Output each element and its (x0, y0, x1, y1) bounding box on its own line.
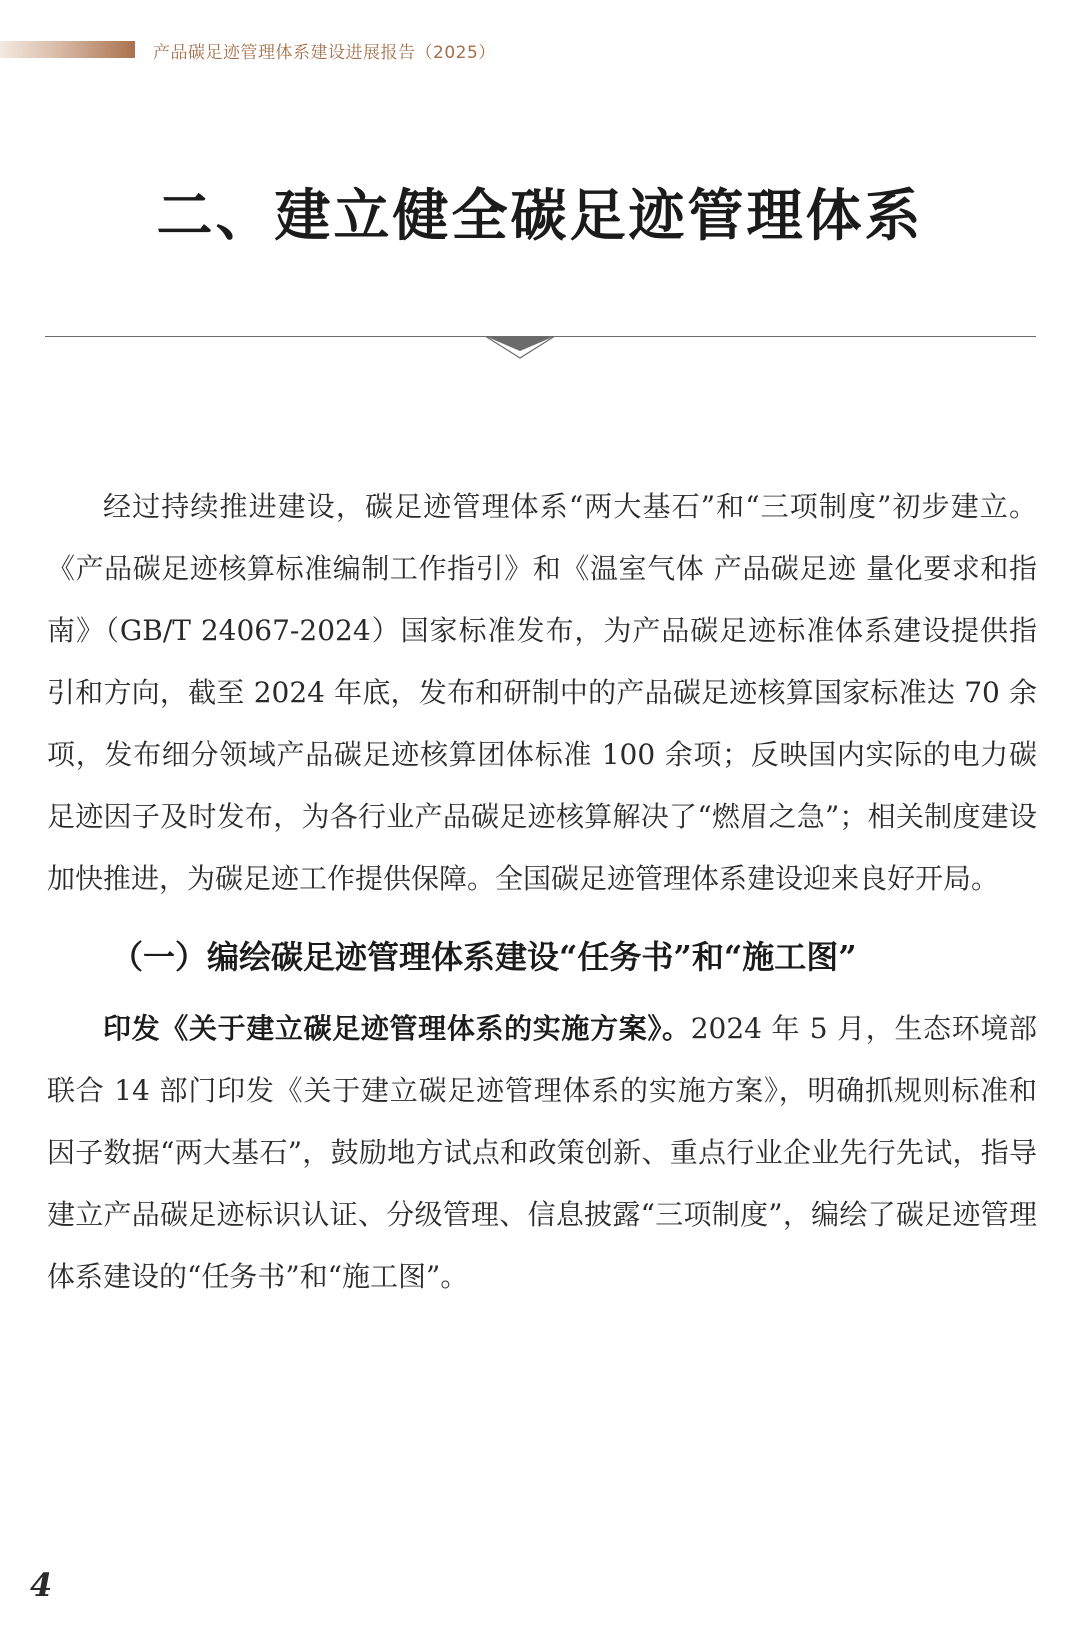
header-accent-bar (0, 41, 135, 58)
body-paragraph-1: 经过持续推进建设，碳足迹管理体系“两大基石”和“三项制度”初步建立。《产品碳足迹核算标准编制工作指引》和《温室气体 产品碳足迹 量化要求和指南》（GB/T 24067-2024）国家标准发布，为产品碳足迹标准体系建设提供指引和方向，截至 2024 年底，发布和研制中的产品碳足迹核算国家标准达 70 余项，发布细分领域产品碳足迹核算团体标准 100 余项；反映国内实际的电力碳足迹因子及时发布，为各行业产品碳足迹核算解决了“燃眉之急”；相关制度建设加快推进，为碳足迹工作提供保障。全国碳足迹管理体系建设迎来良好开局。 (47, 490, 1037, 895)
chapter-title: 二、建立健全碳足迹管理体系 (156, 183, 924, 249)
page-number: 4 (30, 1566, 53, 1604)
body-paragraph-2 (47, 998, 1037, 1308)
paragraph-2-lead: 印发《关于建立碳足迹管理体系的实施方案》。 (103, 1012, 691, 1045)
chevron-down-icon (485, 336, 555, 351)
section-heading-1: （一）编绘碳足迹管理体系建设“任务书”和“施工图” (111, 938, 857, 976)
title-divider (45, 336, 1036, 366)
running-header-title: 产品碳足迹管理体系建设进展报告（2025） (153, 43, 496, 63)
paragraph-2-text: 2024 年 5 月，生态环境部联合 14 部门印发《关于建立碳足迹管理体系的实施方案》，明确抓规则标准和因子数据“两大基石”，鼓励地方试点和政策创新、重点行业企业先行先试，指导建立产品碳足迹标识认证、分级管理、信息披露“三项制度”，编绘了碳足迹管理体系建设的“任务书”和“施工图”。 (47, 1012, 1037, 1293)
body-content (47, 476, 1037, 1308)
